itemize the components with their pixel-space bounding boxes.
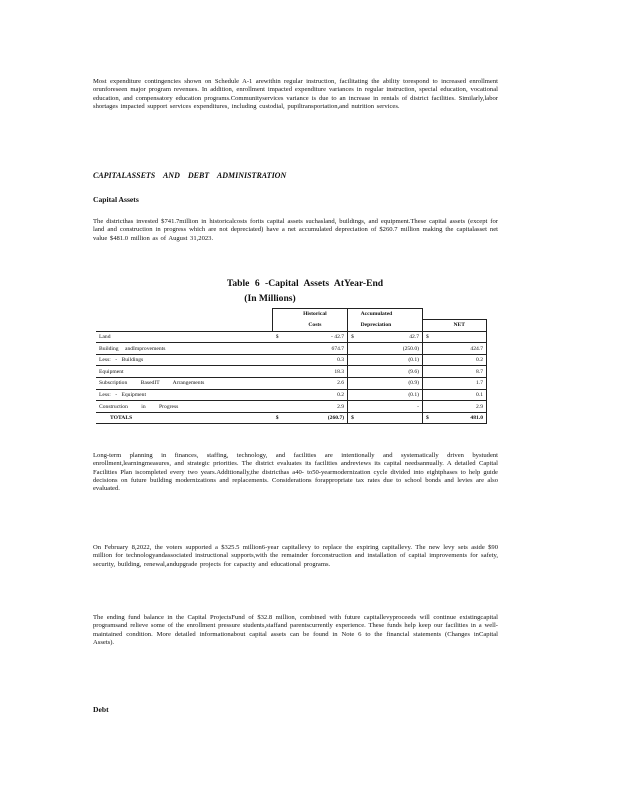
row-label: Land bbox=[96, 331, 273, 343]
currency-symbol bbox=[348, 354, 358, 366]
intro-paragraph: Most expenditure contingencies shown on Schedule A-1 arewithin regular instruction, facilitating the ability torespond to increased enrollment orunforeseen major program revenues. In addition, enrollment impacted expenditure variances in regular instruction, special education, vocational education, and compensatory education programs.Communityservices variance is due to an increase in rentals of district facilities. Similarly,labor shortages impacted support services expenditures, including custodial, pupiltransportation,and nutrition services. bbox=[93, 78, 498, 110]
currency-symbol bbox=[273, 401, 283, 413]
net-value: 2.9 bbox=[433, 401, 487, 413]
net-value: 424.7 bbox=[433, 343, 487, 355]
currency-symbol bbox=[348, 401, 358, 413]
accumulated-header-1: Accumulated bbox=[358, 309, 423, 320]
capital-assets-table bbox=[96, 308, 487, 424]
table-row bbox=[96, 343, 487, 355]
table-row bbox=[96, 389, 487, 401]
historical-value: 18.3 bbox=[283, 366, 348, 378]
accumulated-value: (250.0) bbox=[358, 343, 423, 355]
historical-value: 2.9 bbox=[283, 401, 348, 413]
historical-value: 674.7 bbox=[283, 343, 348, 355]
currency-symbol bbox=[423, 354, 433, 366]
accumulated-value: 42.7 bbox=[358, 331, 423, 343]
currency-symbol: $ bbox=[348, 412, 358, 424]
historical-value: - 42.7 bbox=[283, 331, 348, 343]
table-row bbox=[96, 378, 487, 390]
currency-symbol bbox=[273, 354, 283, 366]
totals-net: 481.0 bbox=[433, 412, 487, 424]
currency-symbol bbox=[273, 366, 283, 378]
table-row bbox=[96, 331, 487, 343]
historical-value: 0.2 bbox=[283, 389, 348, 401]
totals-historical: (260.7) bbox=[283, 412, 348, 424]
totals-label: TOTALS bbox=[96, 412, 273, 424]
historical-value: 0.3 bbox=[283, 354, 348, 366]
table-row bbox=[96, 366, 487, 378]
section-heading: CAPITALASSETS AND DEBT ADMINISTRATION bbox=[93, 171, 287, 180]
currency-symbol: $ bbox=[273, 412, 283, 424]
net-value: 0.2 bbox=[433, 354, 487, 366]
row-label: Construction in Progress bbox=[96, 401, 273, 413]
currency-symbol bbox=[348, 343, 358, 355]
historical-value: 2.6 bbox=[283, 378, 348, 390]
accumulated-value: (0.1) bbox=[358, 389, 423, 401]
table-title: Table 6 -Capital Assets AtYear-End bbox=[226, 278, 384, 289]
row-label: Less: - Buildings bbox=[96, 354, 273, 366]
subsection-heading: Capital Assets bbox=[93, 195, 139, 204]
accumulated-value: (0.1) bbox=[358, 354, 423, 366]
accumulated-value: - bbox=[358, 401, 423, 413]
currency-symbol bbox=[273, 389, 283, 401]
totals-row bbox=[96, 412, 487, 424]
net-value: 1.7 bbox=[433, 378, 487, 390]
row-label: Less: - Equipment bbox=[96, 389, 273, 401]
currency-symbol bbox=[348, 378, 358, 390]
accumulated-value: (0.9) bbox=[358, 378, 423, 390]
row-label: Subscription BasedIT Arrangements bbox=[96, 378, 273, 390]
currency-symbol bbox=[423, 378, 433, 390]
fund-balance-paragraph: The ending fund balance in the Capital ProjectsFund of $32.8 million, combined with future capitallevyproceeds will continue existingcapital programsand relieve some of the enrollment pressure students,staffand parentscurrently experience. These funds help keep our facilities in a well-maintained condition. More detailed informationabout capital assets can be found in Note 6 to the financial statements (Changes inCapital Assets). bbox=[93, 614, 498, 646]
accumulated-header-2: Depreciation bbox=[358, 320, 423, 332]
currency-symbol bbox=[348, 366, 358, 378]
currency-symbol bbox=[348, 389, 358, 401]
currency-symbol bbox=[423, 343, 433, 355]
row-label: Equipment bbox=[96, 366, 273, 378]
totals-accumulated bbox=[358, 412, 423, 424]
currency-symbol: $ bbox=[273, 331, 283, 343]
net-value: 0.1 bbox=[433, 389, 487, 401]
currency-symbol bbox=[273, 378, 283, 390]
row-label: Building andImprovements bbox=[96, 343, 273, 355]
net-value bbox=[433, 331, 487, 343]
currency-symbol bbox=[273, 343, 283, 355]
planning-paragraph: Long-term planning in finances, staffing, technology, and facilities are intentionally and systematically driven bystudent enrollment,learningmeasures, and strategic priorities. The district evaluates its facilities andreviews its capital needsannually. A detailed Capital Facilities Plan iscompleted every two years.Additionally,the districthas a40- to50-yearmodernization cycle divided into eightphases to help guide decisions on future building modernizations and replacements. Considerations forappropriate tax rates due to school bonds and levies are also evaluated. bbox=[93, 452, 498, 493]
net-value: 8.7 bbox=[433, 366, 487, 378]
capital-assets-paragraph: The districthas invested $741.7million in historicalcosts forits capital assets suchasland, buildings, and equipment.These capital assets (except for land and construction in progress which are not depreciated) have a net accumulated depreciation of $260.7 million making the capitalasset net value $481.0 million as of August 31,2023. bbox=[93, 218, 498, 242]
currency-symbol: $ bbox=[348, 331, 358, 343]
table-subtitle: (In Millions) bbox=[244, 293, 296, 304]
currency-symbol: $ bbox=[423, 412, 433, 424]
historical-header-2: Costs bbox=[283, 320, 348, 332]
currency-symbol bbox=[423, 389, 433, 401]
currency-symbol bbox=[423, 401, 433, 413]
table-row bbox=[96, 354, 487, 366]
table-row bbox=[96, 401, 487, 413]
currency-symbol bbox=[423, 366, 433, 378]
net-header: NET bbox=[433, 320, 487, 332]
accumulated-value: (9.6) bbox=[358, 366, 423, 378]
currency-symbol: $ bbox=[423, 331, 433, 343]
levy-paragraph: On February 8,2022, the voters supported a $325.5 million6-year capitallevy to replace the expiring capitallevy. The new levy sets aside $90 million for technologyandassociated instructional supports,with the remainder forconstruction and installation of capital improvements for safety, security, building, renewal,andupgrade projects for capacity and educational programs. bbox=[93, 544, 498, 568]
historical-header-1: Historical bbox=[283, 309, 348, 320]
debt-heading: Debt bbox=[93, 705, 109, 714]
